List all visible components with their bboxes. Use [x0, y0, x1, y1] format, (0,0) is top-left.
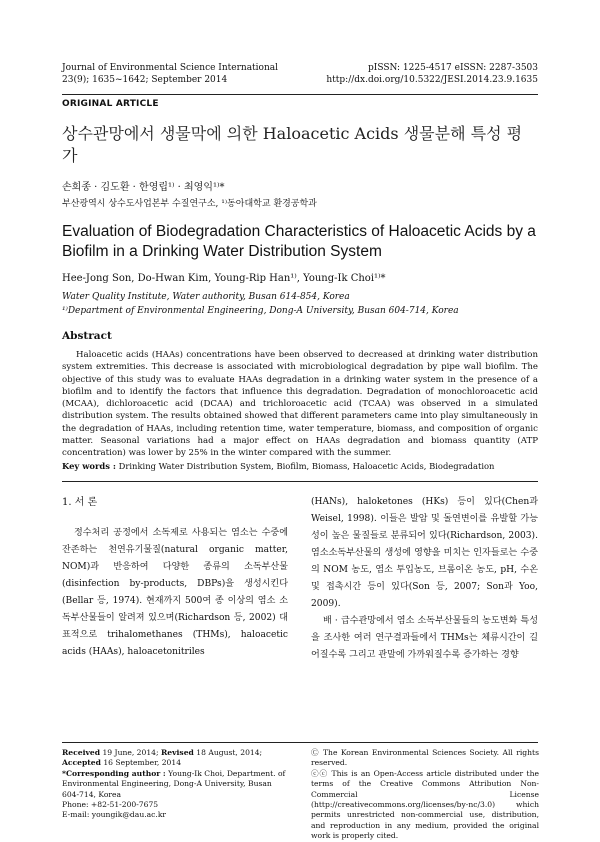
journal-issn: pISSN: 1225-4517 eISSN: 2287-3503: [368, 63, 538, 73]
revised-date: 18 August, 2014;: [193, 748, 263, 757]
article-history: [62, 748, 290, 821]
keywords-label: Key words :: [62, 461, 116, 471]
corresponding-details: Young-Ik Choi, Department. of Environmental Engineering, Dong-A University, Busan 604-714, Korea: [62, 768, 286, 799]
body-paragraph: 배 · 급수관망에서 염소 소독부산물들의 농도변화 특성을 조사한 여러 연구결과들에서 THMs는 체류시간이 길어질수록 그리고 관말에 가까워질수록 증가하는 경향: [311, 616, 538, 660]
body-paragraph: 정수처리 공정에서 소독제로 사용되는 염소는 수중에 잔존하는 천연유기물질(natural organic matter, NOM)과 반응하여 다양한 종류의 소독부산물(disinfection by-products, DBPs)을 생성시킨다(Bellar 등, 1974). 현재까지 500여 종 이상의 염소 소독부산물들이 알려져 있으며(Richardson 등, 2002) 대표적으로 trihalomethanes (THMs), haloacetic acids (HAAs), haloacetonitriles: [62, 528, 288, 657]
received-dates: [62, 748, 290, 758]
received-date: 19 June, 2014;: [100, 748, 161, 757]
revised-label: Revised: [160, 748, 194, 757]
accepted-label: Accepted: [62, 758, 101, 768]
journal-identifiers: [326, 62, 538, 86]
body-divider: [62, 481, 538, 482]
footer-divider: [62, 742, 538, 743]
journal-name: Journal of Environmental Science International: [62, 63, 279, 73]
email-link[interactable]: E-mail: youngik@dau.ac.kr: [62, 810, 167, 820]
corresponding-label: *Corresponding author :: [62, 768, 166, 778]
korean-affiliation: 부산광역시 상수도사업본부 수질연구소, ¹⁾동아대학교 환경공학과: [62, 199, 317, 209]
header-divider: [62, 94, 538, 95]
abstract-text: Haloacetic acids (HAAs) concentrations have been observed to decreased at drinking water distribution system extremities. This decrease is associated with microbiological degradation by pipe wall biofilm. The objective of this study was to evaluate HAAs degradation in a drinking water system in the presence of a biofilm and to identify the factors that influence this degradation. Degradation of monochloroacetic acid (MCAA), dichloroacetic acid (DCAA) and trichloroacetic acid (TCAA) was observed in a simulated distribution system. The results obtained showed that different parameters came into play simultaneously in the degradation of HAAs, including retention time, water temperature, biomass, and composition of organic matter. Seasonal variations had a major effect on HAAs degradation and biomass quantity (ATP concentration) was lower by 25% in the winter compared with the summer.: [62, 350, 538, 459]
license-text: ⓒⓒ This is an Open-Access article distributed under the terms of the Creative Commons Attribution Non-Commercial License (http://creativecommons.org/licenses/by-nc/3.0) which permits unrestricted non-commercial use, distribution, and reproduction in any medium, provided the original work is properly cited.: [311, 768, 539, 841]
korean-title: 상수관망에서 생물막에 의한 Haloacetic Acids 생물분해 특성 평가: [62, 124, 523, 165]
copyright-block: [311, 748, 539, 842]
journal-volume: 23(9); 1635~1642; September 2014: [62, 75, 228, 85]
corresponding-author: [62, 769, 290, 800]
keywords-text: Drinking Water Distribution System, Biofilm, Biomass, Haloacetic Acids, Biodegradation: [116, 461, 495, 471]
english-title: Evaluation of Biodegradation Characteristics of Haloacetic Acids by a Biofilm in a Drinking Water Distribution System: [62, 223, 536, 260]
english-authors: Hee-Jong Son, Do-Hwan Kim, Young-Rip Han¹⁾, Young-Ik Choi¹⁾*: [62, 273, 386, 284]
phone: Phone: +82-51-200-7675: [62, 800, 159, 810]
copyright: Ⓒ The Korean Environmental Sciences Society. All rights reserved.: [311, 748, 539, 768]
body-column-left: [62, 494, 288, 661]
abstract-heading: Abstract: [62, 330, 112, 342]
english-affiliation-2: ¹⁾Department of Environmental Engineering, Dong-A University, Busan 604-714, Korea: [62, 306, 459, 316]
keywords: [62, 461, 538, 471]
korean-authors: 손희종 · 김도환 · 한영립¹⁾ · 최영익¹⁾*: [62, 182, 225, 193]
journal-info: [62, 62, 278, 86]
accepted-line: [62, 758, 290, 768]
article-type: ORIGINAL ARTICLE: [62, 99, 159, 109]
accepted-date: 16 September, 2014: [100, 758, 182, 768]
body-column-right: [311, 494, 538, 664]
journal-doi-link[interactable]: http://dx.doi.org/10.5322/JESI.2014.23.9.1635: [326, 75, 538, 85]
body-paragraph-continued: (HANs), haloketones (HKs) 등이 있다(Chen과 Weisel, 1998). 이들은 발암 및 돌연변이를 유발할 가능성이 높은 물질들로 분류되어 있다(Richardson, 2003). 염소소독부산물의 생성에 영향을 미치는 인자들로는 수중의 NOM 농도, 염소 투입농도, 브롬이온 농도, pH, 수온 및 접촉시간 등이 있다(Son 등, 2007; Son과 Yoo, 2009).: [311, 497, 538, 609]
english-affiliation-1: Water Quality Institute, Water authority, Busan 614-854, Korea: [62, 292, 350, 302]
received-label: Received: [62, 748, 101, 757]
section-heading-introduction: 1. 서 론: [62, 497, 98, 508]
